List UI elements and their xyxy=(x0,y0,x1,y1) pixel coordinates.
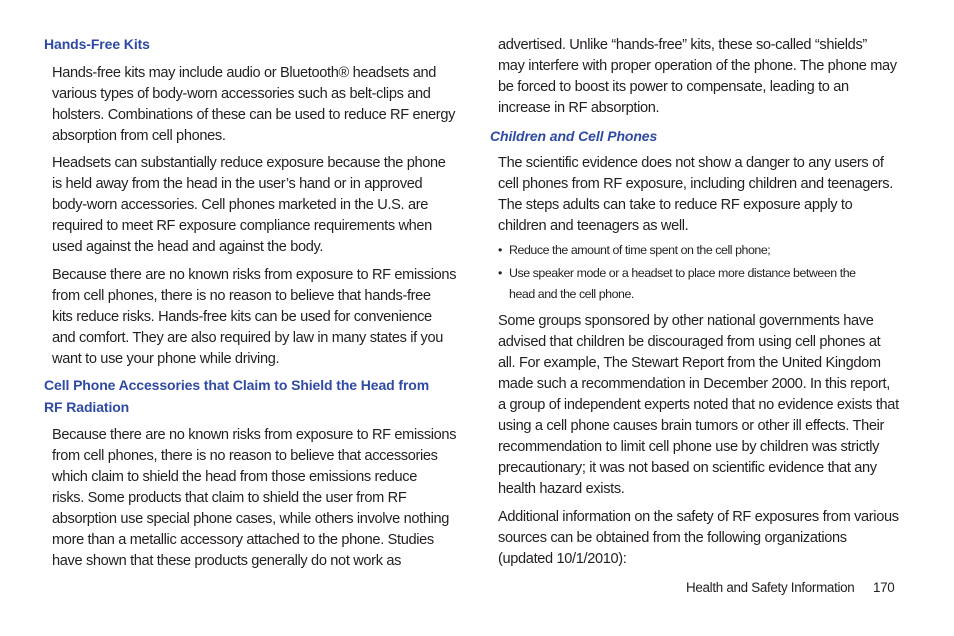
paragraph-hands-free-intro: Hands-free kits may include audio or Bluetooth® headsets and various types of body-worn accessories such as belt-clips and holsters. Combinations of these can be used to reduce RF energy absorption from cell phones. xyxy=(52,65,456,144)
bullet-dot: • xyxy=(498,243,502,257)
paragraph-other-governments: Some groups sponsored by other national governments have advised that children be discouraged from using cell phones at all. For example, The Stewart Report from the United Kingdom made such a recommendation in December 2000. In this report, a group of independent experts noted that no evidence exists that using a cell phone causes brain tumors or other ill effects. Their recommendation to limit cell phone use by children was strictly precautionary; it was not based on scientific evidence that any health hazard exists. xyxy=(498,313,899,497)
paragraph-no-known-risks: Because there are no known risks from exposure to RF emissions from cell phones, there is no reason to believe that hands-free kits reduce risks. Hands-free kits can be used for convenience and comfort. They are also required by law in many states if you want to use your phone while driving. xyxy=(52,267,457,367)
paragraph-scientific-evidence: The scientific evidence does not show a danger to any users of cell phones from RF exposure, including children and teenagers. The steps adults can take to reduce RF exposure apply to children and teenagers as well. xyxy=(498,155,893,234)
heading-children-cell-phones: Children and Cell Phones xyxy=(490,128,658,144)
paragraph-shield-claims: Because there are no known risks from exposure to RF emissions from cell phones, there is no reason to believe that accessories which claim to shield the head from those emissions reduce risks. Some products that claim to shield the user from RF absorption use special phone cases, while others involve nothing more than a metallic accessory attached to the phone. Studies have shown that these products generally do not work as xyxy=(52,427,457,569)
bullet-reduce-time: • Reduce the amount of time spent on the cell phone; xyxy=(498,240,770,261)
heading-hands-free-kits: Hands-Free Kits xyxy=(44,36,150,52)
bullet-dot: • xyxy=(498,266,502,280)
paragraph-additional-information: Additional information on the safety of RF exposures from various sources can be obtained from the following organizations (updated 10/1/2010): xyxy=(498,509,899,567)
paragraph-shields-continued: advertised. Unlike “hands-free” kits, these so-called “shields” may interfere with proper operation of the phone. The phone may be forced to boost its power to compensate, leading to an increase in RF absorption. xyxy=(498,37,897,116)
heading-shield-accessories: Cell Phone Accessories that Claim to Shield the Head from RF Radiation xyxy=(44,377,430,415)
footer-page-number: 170 xyxy=(873,580,895,595)
paragraph-headsets: Headsets can substantially reduce exposure because the phone is held away from the head in the user’s hand or in approved body-worn accessories. Cell phones marketed in the U.S. are required to meet RF exposure compliance requirements when used against the head and against the body. xyxy=(52,155,446,255)
bullet-speaker-mode: • Use speaker mode or a headset to place more distance between the head and the cell phone. xyxy=(498,263,856,305)
footer-section-title: Health and Safety Information xyxy=(686,580,855,595)
